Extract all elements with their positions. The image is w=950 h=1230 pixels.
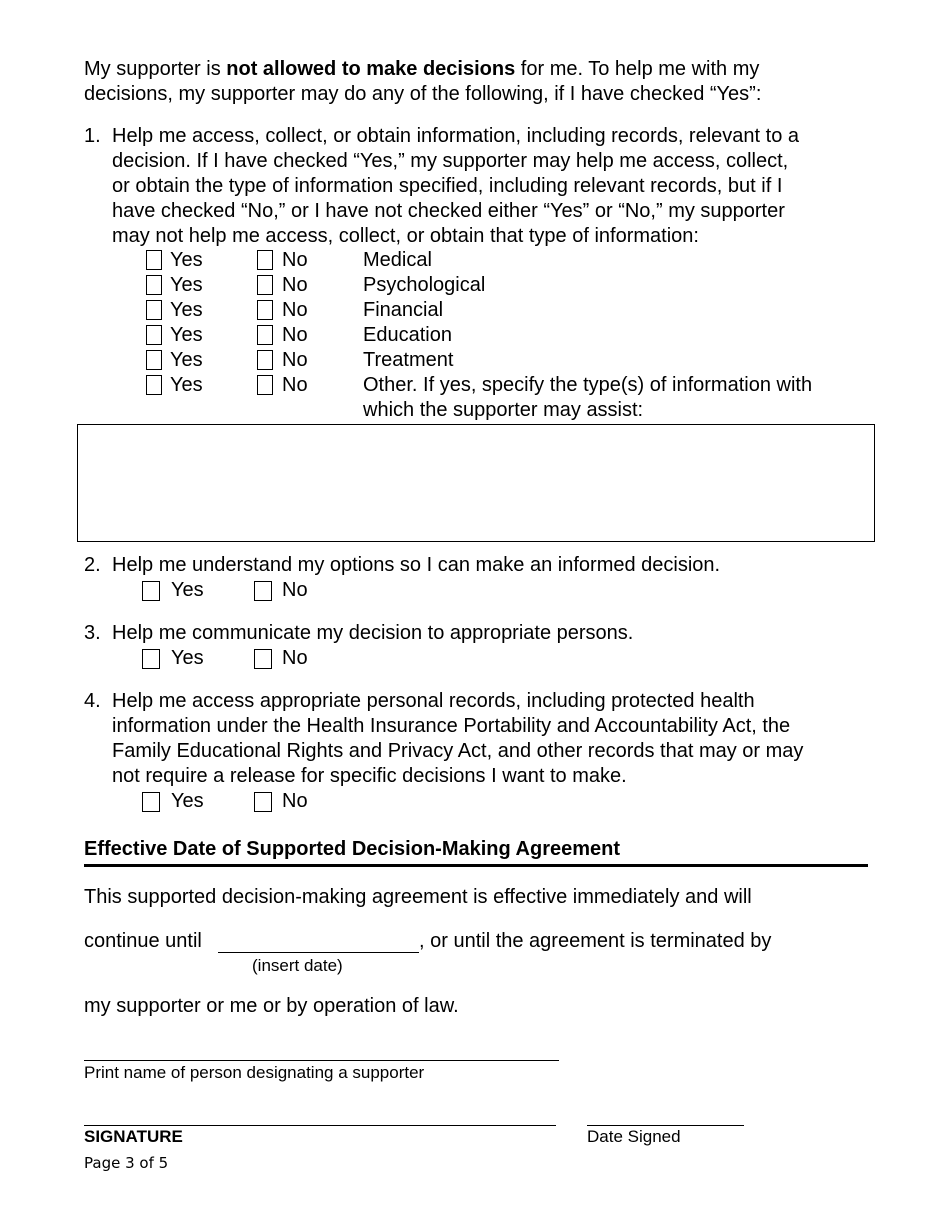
item-1-line: have checked “No,” or I have not checked either “Yes” or “No,” my supporter — [112, 200, 785, 222]
yes-label: Yes — [170, 274, 203, 296]
effective-line-1: This supported decision-making agreement is effective immediately and will — [84, 886, 752, 908]
treatment-yes-checkbox[interactable] — [146, 350, 162, 370]
item-2-no-checkbox[interactable] — [254, 581, 272, 601]
no-label: No — [282, 324, 308, 346]
category-label: Medical — [363, 249, 432, 271]
no-label: No — [282, 349, 308, 371]
category-label-continued: which the supporter may assist: — [363, 399, 644, 421]
effective-line-2b: , or until the agreement is terminated by — [419, 930, 772, 952]
education-yes-checkbox[interactable] — [146, 325, 162, 345]
intro-paragraph — [84, 57, 874, 107]
education-no-checkbox[interactable] — [257, 325, 273, 345]
yes-label: Yes — [170, 324, 203, 346]
item-1-line: Help me access, collect, or obtain information, including records, relevant to a — [112, 125, 800, 147]
item-4-text — [112, 689, 882, 789]
insert-date-caption: (insert date) — [252, 956, 343, 975]
other-no-checkbox[interactable] — [257, 375, 273, 395]
no-label: No — [282, 374, 308, 396]
no-label: No — [282, 579, 308, 601]
print-name-label: Print name of person designating a supporter — [84, 1063, 425, 1082]
financial-yes-checkbox[interactable] — [146, 300, 162, 320]
item-2-yes-checkbox[interactable] — [142, 581, 160, 601]
date-signed-label: Date Signed — [587, 1127, 681, 1146]
category-label: Other. If yes, specify the type(s) of information with — [363, 374, 813, 396]
treatment-no-checkbox[interactable] — [257, 350, 273, 370]
item-4-no-checkbox[interactable] — [254, 792, 272, 812]
signature-field[interactable] — [84, 1125, 556, 1126]
category-label: Treatment — [363, 349, 454, 371]
item-4-number: 4. — [84, 690, 101, 712]
signature-label: SIGNATURE — [84, 1127, 183, 1146]
print-name-field[interactable] — [84, 1060, 559, 1061]
item-4-line: Help me access appropriate personal records, including protected health — [112, 690, 755, 712]
item-4-line: information under the Health Insurance Portability and Accountability Act, the — [112, 715, 791, 737]
page-number: Page 3 of 5 — [84, 1154, 169, 1172]
item-1-line: or obtain the type of information specified, including relevant records, but if I — [112, 175, 783, 197]
heading-rule — [84, 864, 868, 867]
no-label: No — [282, 647, 308, 669]
psychological-yes-checkbox[interactable] — [146, 275, 162, 295]
medical-no-checkbox[interactable] — [257, 250, 273, 270]
item-3-text: Help me communicate my decision to appropriate persons. — [112, 622, 634, 644]
effective-line-2a: continue until — [84, 930, 202, 952]
yes-label: Yes — [170, 249, 203, 271]
yes-label: Yes — [171, 647, 204, 669]
intro-part2: for me. To help me with my — [515, 58, 760, 80]
item-1-line: decision. If I have checked “Yes,” my supporter may help me access, collect, — [112, 150, 789, 172]
no-label: No — [282, 249, 308, 271]
no-label: No — [282, 274, 308, 296]
item-2-number: 2. — [84, 554, 101, 576]
date-signed-field[interactable] — [587, 1125, 744, 1126]
category-label: Financial — [363, 299, 444, 321]
other-yes-checkbox[interactable] — [146, 375, 162, 395]
yes-label: Yes — [170, 374, 203, 396]
intro-line2: decisions, my supporter may do any of the following, if I have checked “Yes”: — [84, 83, 762, 105]
intro-bold: not allowed to make decisions — [226, 58, 516, 80]
medical-yes-checkbox[interactable] — [146, 250, 162, 270]
item-1-line: may not help me access, collect, or obtain that type of information: — [112, 225, 699, 247]
item-4-yes-checkbox[interactable] — [142, 792, 160, 812]
item-3-number: 3. — [84, 622, 101, 644]
item-3-yes-checkbox[interactable] — [142, 649, 160, 669]
effective-line-3: my supporter or me or by operation of law. — [84, 995, 459, 1017]
item-3-no-checkbox[interactable] — [254, 649, 272, 669]
no-label: No — [282, 790, 308, 812]
section-heading: Effective Date of Supported Decision-Making Agreement — [84, 838, 621, 860]
no-label: No — [282, 299, 308, 321]
yes-label: Yes — [170, 349, 203, 371]
item-4-line: Family Educational Rights and Privacy Act, and other records that may or may — [112, 740, 804, 762]
category-label: Psychological — [363, 274, 486, 296]
psychological-no-checkbox[interactable] — [257, 275, 273, 295]
yes-label: Yes — [170, 299, 203, 321]
category-label: Education — [363, 324, 452, 346]
item-2-text: Help me understand my options so I can make an informed decision. — [112, 554, 721, 576]
other-info-textbox[interactable] — [77, 424, 875, 542]
financial-no-checkbox[interactable] — [257, 300, 273, 320]
item-4-line: not require a release for specific decisions I want to make. — [112, 765, 627, 787]
yes-label: Yes — [171, 790, 204, 812]
yes-label: Yes — [171, 579, 204, 601]
intro-part1: My supporter is — [84, 58, 227, 80]
item-1-number: 1. — [84, 125, 101, 147]
insert-date-field[interactable] — [218, 952, 419, 953]
item-1-text — [112, 124, 882, 249]
